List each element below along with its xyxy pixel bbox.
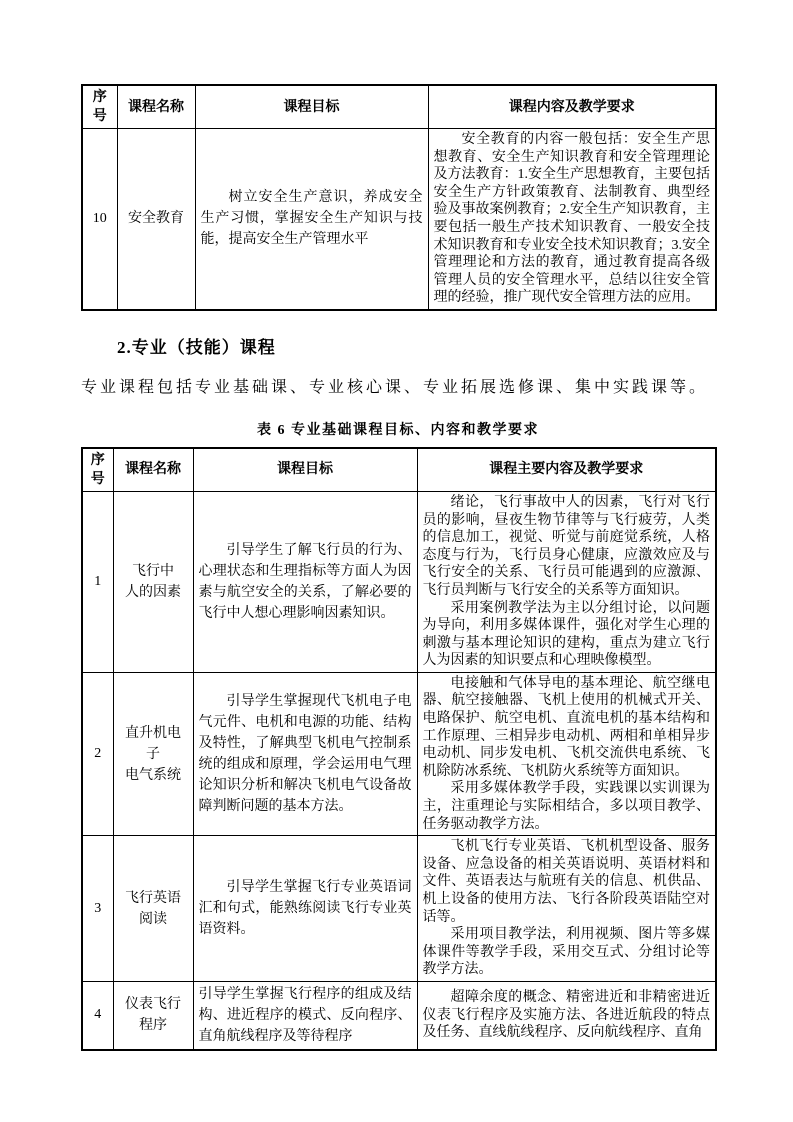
objective-cell bbox=[193, 836, 417, 982]
header-row bbox=[82, 448, 716, 492]
paragraph: 绪论，飞行事故中人的因素，飞行对飞行员的影响，昼夜生物节律等与飞行疲劳，人类的信息加工，视觉、听觉与前庭觉系统，人格态度与行为，飞行员身心健康，应激效应及与飞行安全的关系、飞行员可能遇到的应激源、飞行员判断与飞行安全的关系等方面知识。 bbox=[422, 494, 710, 598]
objective-cell bbox=[193, 672, 417, 835]
seq-cell: 10 bbox=[82, 129, 117, 310]
content-cell bbox=[417, 836, 716, 982]
objective-cell bbox=[195, 129, 428, 310]
section-paragraph: 专业课程包括专业基础课、专业核心课、专业拓展选修课、集中实践课等。 bbox=[81, 378, 709, 396]
course-name-text: 安全教育 bbox=[128, 211, 184, 227]
course-name-text: 飞行英语 bbox=[125, 890, 181, 906]
seq-cell: 4 bbox=[82, 981, 113, 1050]
safety-course-table-head bbox=[82, 85, 716, 129]
course-name-cell bbox=[117, 129, 195, 310]
paragraph: 采用项目教学法，利用视频、图片等多媒体课件等教学手段，采用交互式、分组讨论等教学方法。 bbox=[422, 927, 710, 978]
table-row bbox=[82, 981, 716, 1050]
header-text: 课程目标 bbox=[277, 462, 333, 478]
section-heading: 2.专业（技能）课程 bbox=[117, 337, 276, 357]
safety-course-table bbox=[81, 84, 717, 311]
seq-cell: 1 bbox=[82, 491, 113, 672]
content-cell bbox=[428, 129, 716, 310]
course-name-header bbox=[113, 448, 193, 492]
header-text: 号 bbox=[92, 109, 107, 124]
header-text: 课程名称 bbox=[125, 462, 181, 478]
seq-cell: 3 bbox=[82, 836, 113, 982]
professional-basic-course-table-body bbox=[82, 491, 716, 1050]
course-name-cell bbox=[113, 672, 193, 835]
header-text: 课程主要内容及教学要求 bbox=[489, 462, 644, 478]
course-name-text: 仪表飞行 bbox=[125, 997, 181, 1013]
paragraph: 引导学生掌握现代飞机电子电气元件、电机和电源的功能、结构及特性，了解典型飞机电气控制系统的组成和原理，学会运用电气理论知识分析和解决飞机电气设备故障判断问题的基本方法。 bbox=[198, 694, 412, 815]
course-name-cell bbox=[113, 981, 193, 1050]
table6-caption: 表 6 专业基础课程目标、内容和教学要求 bbox=[257, 422, 539, 438]
objective-cell bbox=[193, 981, 417, 1050]
paragraph: 树立安全生产意识，养成安全生产习惯，掌握安全生产知识与技能，提高安全生产管理水平 bbox=[200, 190, 423, 248]
course-name-text: 直升机电子 bbox=[125, 725, 181, 762]
course-name-text: 人的因素 bbox=[125, 584, 181, 600]
course-name-text: 阅读 bbox=[139, 911, 167, 927]
course-name-cell bbox=[113, 491, 193, 672]
content-header bbox=[417, 448, 716, 492]
table-row bbox=[82, 491, 716, 672]
seq-cell: 2 bbox=[82, 672, 113, 835]
course-name-header bbox=[117, 85, 195, 129]
paragraph: 飞机飞行专业英语、飞机机型设备、服务设备、应急设备的相关英语说明、英语材料和文件、英语表达与航班有关的信息、机供品、机上设备的使用方法、飞行各阶段英语陆空对话等。 bbox=[422, 839, 710, 925]
objective-cell bbox=[193, 491, 417, 672]
header-row bbox=[82, 85, 716, 129]
objective-header bbox=[195, 85, 428, 129]
course-name-text: 飞行中 bbox=[132, 563, 174, 579]
course-name-text: 程序 bbox=[139, 1018, 167, 1034]
course-name-cell bbox=[113, 836, 193, 982]
paragraph: 电接触和气体导电的基本理论、航空继电器、航空接触器、飞机上使用的机械式开关、电路保护、航空电机、直流电机的基本结构和工作原理、三相异步电动机、两相和单相异步电动机、同步发电机、飞机交流供电系统、飞机除防冰系统、飞机防火系统等方面知识。 bbox=[422, 675, 710, 779]
table-row bbox=[82, 836, 716, 982]
seq-header bbox=[82, 448, 113, 492]
content-cell bbox=[417, 491, 716, 672]
header-text: 序号 bbox=[90, 452, 105, 487]
header-text: 课程内容及教学要求 bbox=[508, 99, 635, 115]
paragraph: 安全教育的内容一般包括：安全生产思想教育、安全生产知识教育和安全管理理论及方法教育：1.安全生产思想教育，主要包括安全生产方针政策教育、法制教育、典型经验及事故案例教育；2.安全生产知识教育，主要包括一般生产技术知识教育、一般安全技术知识教育和专业安全技术知识教育；3.安全管理理论和方法的教育，通过教育提高各级管理人员的安全管理水平，总结以往安全管理的经验，推广现代安全管理方法的应用。 bbox=[433, 132, 710, 306]
table-row bbox=[82, 672, 716, 835]
objective-header bbox=[193, 448, 417, 492]
paragraph: 引导学生掌握飞行程序的组成及结构、进近程序的模式、反向程序、直角航线程序及等待程序 bbox=[198, 986, 412, 1044]
seq-header bbox=[82, 85, 117, 129]
content-cell bbox=[417, 672, 716, 835]
paragraph: 超障余度的概念、精密进近和非精密进近仪表飞行程序及实施方法、各进近航段的特点及任务、直线航线程序、反向航线程序、直角 bbox=[422, 990, 710, 1041]
professional-basic-course-table bbox=[81, 447, 717, 1051]
paragraph: 引导学生了解飞行员的行为、心理状态和生理指标等方面人为因素与航空安全的关系，了解必要的飞行中人想心理影响因素知识。 bbox=[198, 542, 412, 621]
safety-course-table-body bbox=[82, 129, 716, 310]
course-name-text: 电气系统 bbox=[125, 767, 181, 783]
header-text: 序 bbox=[92, 90, 107, 105]
paragraph: 采用多媒体教学手段，实践课以实训课为主，注重理论与实际相结合，多以项目教学、任务驱动教学方法。 bbox=[422, 781, 710, 832]
header-text: 课程名称 bbox=[128, 99, 184, 115]
professional-basic-course-table-head bbox=[82, 448, 716, 492]
table-row bbox=[82, 129, 716, 310]
header-text: 课程目标 bbox=[283, 99, 340, 115]
content-header bbox=[428, 85, 716, 129]
content-cell bbox=[417, 981, 716, 1050]
paragraph: 引导学生掌握飞行专业英语词汇和句式，能熟练阅读飞行专业英语资料。 bbox=[198, 880, 412, 938]
paragraph: 采用案例教学法为主以分组讨论，以问题为导向，利用多媒体课件，强化对学生心理的刺激与基本理论知识的建构，重点为建立飞行人为因素的知识要点和心理映像模型。 bbox=[422, 600, 710, 669]
